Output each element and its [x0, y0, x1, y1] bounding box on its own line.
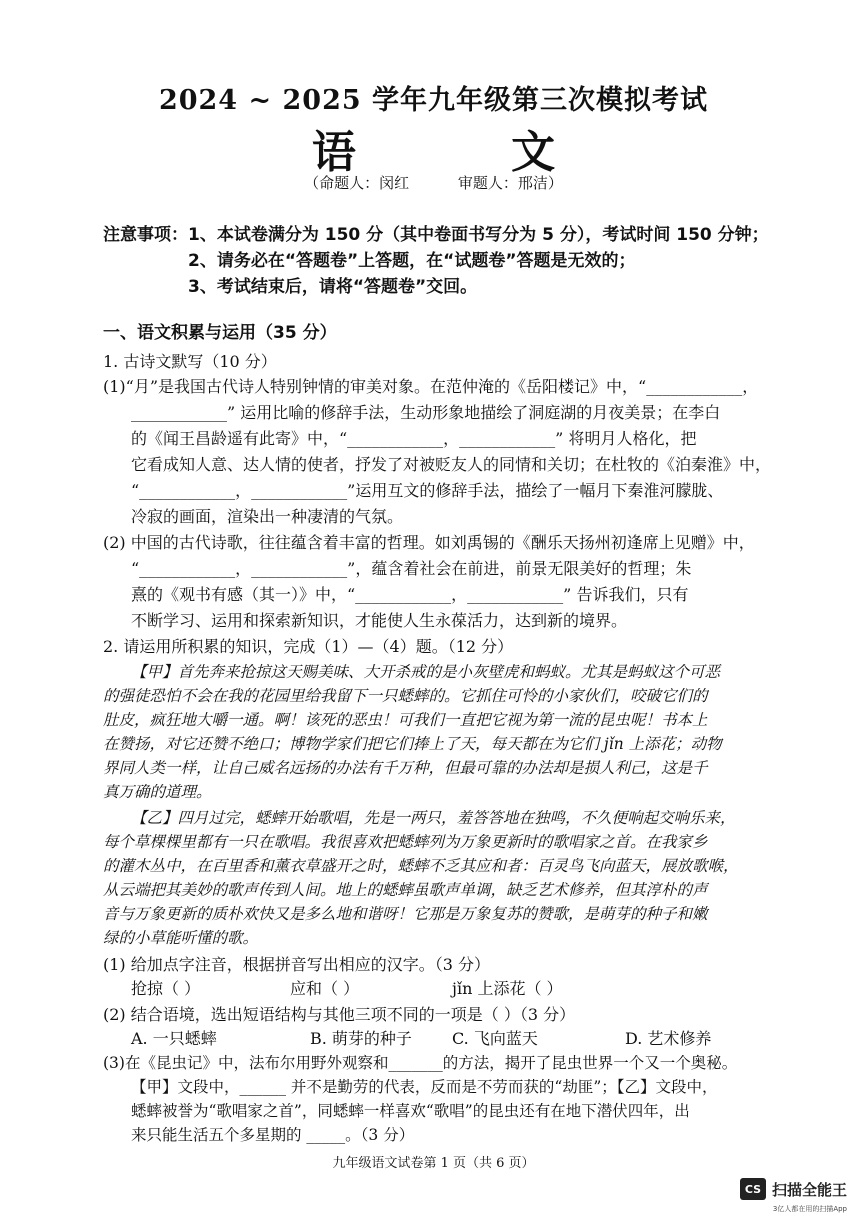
option-c: C. 飞向蓝天	[452, 1029, 538, 1048]
option-d: D. 艺术修养	[625, 1029, 712, 1048]
q1-line: 它看成知人意、达人情的使者，抒发了对被贬友人的同情和关切；在杜牧的《泊秦淮》中，	[131, 455, 772, 474]
q2-sub3-line: (3)在《昆虫记》中，法布尔用野外观察和_______的方法，揭开了昆虫世界一个又一个奥秘。	[103, 1054, 738, 1072]
section-1-title: 一、语文积累与运用（35 分）	[103, 323, 337, 343]
option-a: A. 一只蟋蟀	[131, 1029, 217, 1048]
subject-title: 语 文	[311, 127, 626, 178]
option-b: B. 萌芽的种子	[310, 1029, 412, 1048]
q2-sub3-line: 蟋蟀被誉为“歌唱家之首”，同蟋蟀一样喜欢“歌唱”的昆虫还有在地下潜伏四年，出	[131, 1102, 690, 1120]
q2-sub3-line: 【甲】文段中，______ 并不是勤劳的代表，反而是不劳而获的“劫匪”；【乙】文段中，	[131, 1078, 718, 1096]
passage-yi-line: 音与万象更新的质朴欢快又是多么地和谐呀！它那是万象复苏的赞歌，是萌芽的种子和嫩	[103, 905, 708, 923]
q1-line: 的《闻王昌龄遥有此寄》中，“____________，____________” 将明月人格化，把	[131, 429, 697, 448]
authors-line	[0, 172, 867, 193]
q2-sub1-item: 应和（ ）	[290, 979, 360, 998]
q2-sub2-title: (2) 结合语境，选出短语结构与其他三项不同的一项是（ ）（3 分）	[103, 1005, 576, 1024]
scanner-brand: 扫描全能王	[771, 1180, 847, 1199]
passage-yi-line: 从云端把其美妙的歌声传到人间。地上的蟋蟀虽歌声单调，缺乏艺术修养，但其淳朴的声	[103, 881, 708, 899]
q1-title: 1. 古诗文默写（10 分）	[103, 352, 277, 371]
passage-yi-line: 【乙】四月过完，蟋蟀开始歌唱，先是一两只，羞答答地在独鸣，不久便响起交响乐来，	[131, 809, 736, 827]
q1-line: (2) 中国的古代诗歌，往往蕴含着丰富的哲理。如刘禹锡的《酬乐天扬州初逢席上见赠》中，	[103, 533, 755, 552]
q1-line: ____________” 运用比喻的修辞手法，生动形象地描绘了洞庭湖的月夜美景；在李白	[131, 403, 721, 422]
notice-line-2: 2、请务必在“答题卷”上答题，在“试题卷”答题是无效的；	[188, 251, 636, 271]
notice-line-3: 3、考试结束后，请将“答题卷”交回。	[188, 277, 478, 297]
passage-jia-line: 肚皮，疯狂地大嚼一通。啊！该死的恶虫！可我们一直把它视为第一流的昆虫呢！书本上	[103, 711, 708, 729]
passage-jia-line: 【甲】首先奔来抢掠这天赐美味、大开杀戒的是小灰壁虎和蚂蚁。尤其是蚂蚁这个可恶	[131, 663, 721, 681]
q1-line: (1)“月”是我国古代诗人特别钟情的审美对象。在范仲淹的《岳阳楼记》中，“____________，	[103, 377, 759, 396]
setter: （命题人：闵红	[304, 174, 410, 192]
scanner-logo-icon: CS	[740, 1178, 766, 1200]
passage-yi-line: 每个草棵棵里都有一只在歌唱。我很喜欢把蟋蟀列为万象更新时的歌唱家之首。在我家乡	[103, 833, 708, 851]
scanner-watermark	[740, 1178, 847, 1200]
scanner-tagline: 3亿人都在用的扫描App	[772, 1205, 847, 1213]
q1-line: 熹的《观书有感（其一）》中，“____________，____________” 告诉我们，只有	[131, 585, 689, 604]
q2-sub1-item: jǐn 上添花（ ）	[452, 979, 563, 998]
page-footer: 九年级语文试卷第 1 页（共 6 页）	[332, 1156, 535, 1171]
passage-yi-line: 绿的小草能听懂的歌。	[103, 929, 259, 947]
q1-line: 冷寂的画面，渲染出一种凄清的气氛。	[131, 507, 404, 526]
q1-line: 不断学习、运用和探索新知识，才能使人生永葆活力，达到新的境界。	[131, 611, 628, 630]
q2-title: 2. 请运用所积累的知识，完成（1）—（4）题。（12 分）	[103, 637, 514, 656]
passage-jia-line: 在赞扬，对它还赞不绝口；博物学家们把它们捧上了天，每天都在为它们 jǐn 上添花；动物	[103, 735, 722, 753]
passage-jia-line: 的强徒恐怕不会在我的花园里给我留下一只蟋蟀的。它抓住可怜的小家伙们，咬破它们的	[103, 687, 708, 705]
passage-yi-line: 的灌木丛中，在百里香和薰衣草盛开之时，蟋蟀不乏其应和者：百灵鸟飞向蓝天，展放歌喉，	[103, 857, 739, 875]
passage-jia-line: 界同人类一样，让自己威名远扬的办法有千万种，但最可靠的办法却是损人利己，这是千	[103, 759, 708, 777]
notice-line-1: 注意事项：1、本试卷满分为 150 分（其中卷面书写分为 5 分），考试时间 150 分钟；	[103, 225, 769, 245]
q2-sub3-line: 来只能生活五个多星期的 _____。（3 分）	[131, 1126, 415, 1144]
q1-line: “____________，____________”运用互文的修辞手法，描绘了一幅月下秦淮河朦胧、	[131, 481, 724, 500]
passage-jia-line: 真万确的道理。	[103, 783, 212, 801]
q2-sub1-item: 抢掠（ ）	[131, 979, 201, 998]
exam-title: 2024 ~ 2025 学年九年级第三次模拟考试	[158, 85, 709, 116]
q1-line: “____________，____________”，蕴含着社会在前进，前景无限美好的哲理；朱	[131, 559, 692, 578]
reviewer: 审题人：邢洁）	[457, 174, 563, 192]
q2-sub1-title: (1) 给加点字注音，根据拼音写出相应的汉字。（3 分）	[103, 955, 491, 974]
